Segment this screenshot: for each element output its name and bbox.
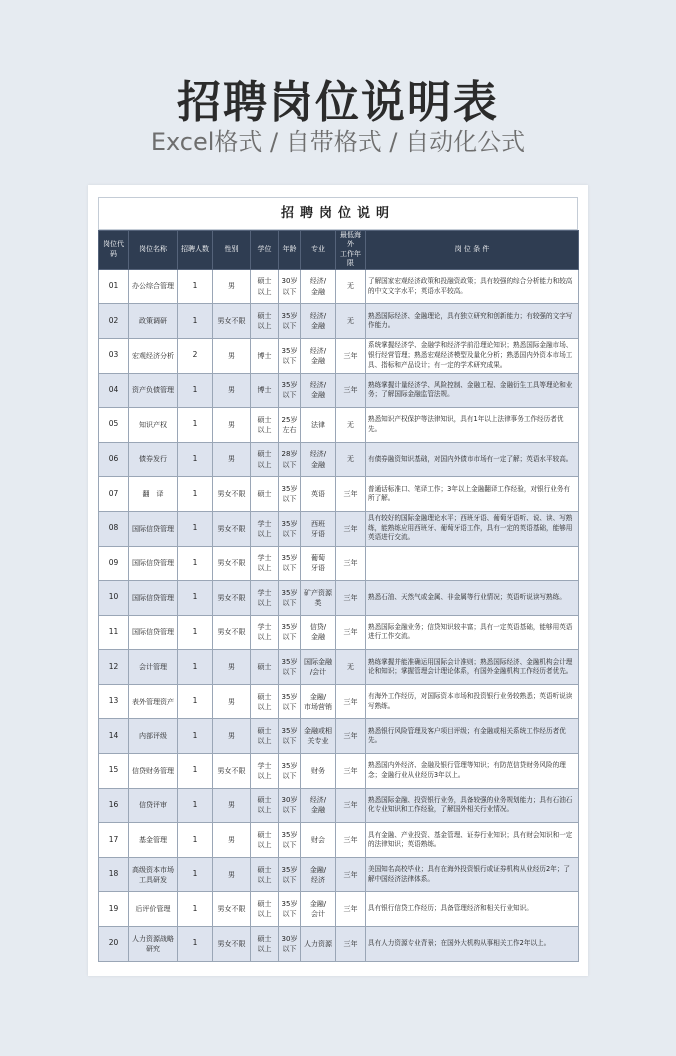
cell-position-requirements: 具有较好的国际金融理论水平；西班牙语、葡萄牙语听、说、读、写熟练，能熟练应用西班牙、葡萄牙语工作，具有一定的英语基础，能够用英语进行交流。 [366, 511, 579, 546]
cell-degree: 硕士 [251, 650, 279, 685]
cell-min-overseas-years: 三年 [336, 823, 366, 858]
cell-major: 财会 [301, 823, 336, 858]
cell-headcount: 1 [178, 442, 213, 477]
cell-degree: 硕士 以上 [251, 684, 279, 719]
cell-position-code: 01 [99, 269, 129, 304]
cell-headcount: 1 [178, 408, 213, 443]
cell-gender: 男女不限 [213, 927, 251, 962]
cell-degree: 硕士 以上 [251, 408, 279, 443]
cell-position-name: 表外管理资产 [129, 684, 178, 719]
cell-position-requirements: 熟悉国际经济、金融理论，具有独立研究和创新能力；有较强的文字写作能力。 [366, 304, 579, 339]
cell-min-overseas-years: 三年 [336, 338, 366, 373]
cell-degree: 硕士 以上 [251, 892, 279, 927]
cell-gender: 男女不限 [213, 754, 251, 789]
cell-headcount: 1 [178, 823, 213, 858]
cell-age: 25岁 左右 [279, 408, 301, 443]
cell-headcount: 1 [178, 511, 213, 546]
cell-gender: 男 [213, 788, 251, 823]
cell-position-code: 11 [99, 615, 129, 650]
cell-gender: 男 [213, 373, 251, 408]
positions-table [98, 230, 579, 962]
cell-gender: 男女不限 [213, 581, 251, 616]
cell-gender: 男 [213, 823, 251, 858]
cell-headcount: 1 [178, 269, 213, 304]
cell-age: 30岁 以下 [279, 269, 301, 304]
cell-position-name: 后评价管理 [129, 892, 178, 927]
cell-min-overseas-years: 三年 [336, 546, 366, 581]
cell-age: 28岁 以下 [279, 442, 301, 477]
table-row [99, 615, 579, 650]
cell-position-name: 高级资本市场 工具研发 [129, 857, 178, 892]
spreadsheet-preview [88, 185, 588, 976]
cell-degree: 学士 以上 [251, 546, 279, 581]
cell-position-name: 资产负债管理 [129, 373, 178, 408]
cell-position-requirements: 熟悉知识产权保护等法律知识，具有1年以上法律事务工作经历者优先。 [366, 408, 579, 443]
cell-headcount: 1 [178, 373, 213, 408]
column-header-gender: 性别 [213, 231, 251, 270]
cell-min-overseas-years: 三年 [336, 511, 366, 546]
table-row [99, 546, 579, 581]
cell-min-overseas-years: 无 [336, 304, 366, 339]
cell-headcount: 1 [178, 892, 213, 927]
cell-position-code: 13 [99, 684, 129, 719]
cell-major: 经济/ 金融 [301, 788, 336, 823]
cell-min-overseas-years: 无 [336, 408, 366, 443]
cell-age: 35岁 以下 [279, 719, 301, 754]
cell-headcount: 1 [178, 546, 213, 581]
cell-major: 金融或相 关专业 [301, 719, 336, 754]
cell-headcount: 1 [178, 304, 213, 339]
cell-position-requirements: 系统掌握经济学、金融学和经济学前沿理论知识；熟悉国际金融市场、银行经营管理；熟悉宏观经济模型及量化分析；熟悉国内外资本市场工具、指标和产品设计；有一定的学术研究成果。 [366, 338, 579, 373]
cell-headcount: 1 [178, 788, 213, 823]
cell-headcount: 2 [178, 338, 213, 373]
column-header-position-name: 岗位名称 [129, 231, 178, 270]
cell-major: 葡萄 牙语 [301, 546, 336, 581]
cell-min-overseas-years: 三年 [336, 373, 366, 408]
column-header-degree: 学位 [251, 231, 279, 270]
cell-headcount: 1 [178, 477, 213, 512]
cell-degree: 学士 以上 [251, 511, 279, 546]
table-row [99, 927, 579, 962]
cell-age: 35岁 以下 [279, 581, 301, 616]
cell-degree: 硕士 以上 [251, 857, 279, 892]
cell-gender: 男女不限 [213, 477, 251, 512]
column-header-min-overseas-years: 最低海外 工作年限 [336, 231, 366, 270]
cell-position-code: 04 [99, 373, 129, 408]
cell-position-requirements: 熟悉石油、天然气或金属、非金属等行业情况；英语听说读写熟练。 [366, 581, 579, 616]
table-row [99, 373, 579, 408]
cell-headcount: 1 [178, 684, 213, 719]
cell-degree: 硕士 以上 [251, 269, 279, 304]
cell-position-requirements: 熟悉银行风险管理及客户项目评级；有金融或相关系统工作经历者优先。 [366, 719, 579, 754]
cell-position-requirements: 有债券融资知识基础，对国内外债市市场有一定了解；英语水平较高。 [366, 442, 579, 477]
table-row [99, 477, 579, 512]
cell-gender: 男 [213, 269, 251, 304]
cell-position-requirements: 熟悉国际金融、投资银行业务，具备较强的业务规划能力；具有石油石化专业知识和工作经验，了解国外相关行业情况。 [366, 788, 579, 823]
cell-position-code: 14 [99, 719, 129, 754]
cell-degree: 学士 以上 [251, 615, 279, 650]
cell-gender: 男 [213, 338, 251, 373]
column-header-age: 年龄 [279, 231, 301, 270]
cell-age: 35岁 以下 [279, 684, 301, 719]
cell-position-code: 06 [99, 442, 129, 477]
cell-position-requirements: 有海外工作经历，对国际资本市场和投资银行业务较熟悉；英语听说读写熟练。 [366, 684, 579, 719]
cell-position-requirements: 具有人力资源专业背景；在国外大机构从事相关工作2年以上。 [366, 927, 579, 962]
cell-major: 信贷/ 金融 [301, 615, 336, 650]
cell-major: 英语 [301, 477, 336, 512]
cell-major: 金融/ 市场营销 [301, 684, 336, 719]
cell-position-code: 09 [99, 546, 129, 581]
cell-age: 35岁 以下 [279, 373, 301, 408]
cell-position-code: 18 [99, 857, 129, 892]
cell-position-code: 15 [99, 754, 129, 789]
cell-major: 金融/ 经济 [301, 857, 336, 892]
cell-position-name: 内部评级 [129, 719, 178, 754]
cell-gender: 男 [213, 408, 251, 443]
table-row [99, 338, 579, 373]
cell-min-overseas-years: 三年 [336, 684, 366, 719]
cell-position-requirements: 熟悉国内外经济、金融及银行管理等知识；有防范信贷财务风险的理念；金融行业从业经历3年以上。 [366, 754, 579, 789]
cell-degree: 学士 以上 [251, 754, 279, 789]
cell-major: 金融/ 会计 [301, 892, 336, 927]
cell-min-overseas-years: 三年 [336, 477, 366, 512]
table-row [99, 719, 579, 754]
cell-position-requirements: 美国知名高校毕业；具有在海外投资银行或证券机构从业经历2年；了解中国经济法律体系。 [366, 857, 579, 892]
cell-major: 法律 [301, 408, 336, 443]
cell-min-overseas-years: 三年 [336, 788, 366, 823]
table-row [99, 408, 579, 443]
table-header-row [99, 231, 579, 270]
cell-degree: 硕士 以上 [251, 927, 279, 962]
cell-min-overseas-years: 三年 [336, 719, 366, 754]
cell-degree: 博士 [251, 338, 279, 373]
cell-position-code: 03 [99, 338, 129, 373]
cell-major: 财务 [301, 754, 336, 789]
cell-position-name: 翻 译 [129, 477, 178, 512]
cell-degree: 硕士 [251, 477, 279, 512]
cell-position-code: 19 [99, 892, 129, 927]
cell-age: 35岁 以下 [279, 754, 301, 789]
cell-position-name: 国际信贷管理 [129, 511, 178, 546]
cell-gender: 男 [213, 650, 251, 685]
table-row [99, 511, 579, 546]
cell-min-overseas-years: 无 [336, 269, 366, 304]
cell-age: 35岁 以下 [279, 304, 301, 339]
cell-age: 35岁 以下 [279, 477, 301, 512]
cell-min-overseas-years: 三年 [336, 892, 366, 927]
table-row [99, 857, 579, 892]
column-header-position-code: 岗位代码 [99, 231, 129, 270]
column-header-major: 专业 [301, 231, 336, 270]
cell-major: 经济/ 金融 [301, 338, 336, 373]
cell-position-name: 会计管理 [129, 650, 178, 685]
cell-degree: 硕士 以上 [251, 304, 279, 339]
table-row [99, 684, 579, 719]
cell-position-requirements [366, 546, 579, 581]
cell-age: 35岁 以下 [279, 546, 301, 581]
cell-position-requirements: 具有金融、产业投资、基金管理、证券行业知识；具有财会知识和一定的法律知识；英语熟练。 [366, 823, 579, 858]
page-subtitle: Excel格式 / 自带格式 / 自动化公式 [150, 128, 526, 156]
cell-age: 35岁 以下 [279, 892, 301, 927]
cell-min-overseas-years: 三年 [336, 857, 366, 892]
table-row [99, 269, 579, 304]
cell-min-overseas-years: 无 [336, 442, 366, 477]
cell-position-name: 信贷评审 [129, 788, 178, 823]
cell-degree: 硕士 以上 [251, 788, 279, 823]
cell-gender: 男女不限 [213, 304, 251, 339]
cell-position-code: 16 [99, 788, 129, 823]
cell-position-name: 知识产权 [129, 408, 178, 443]
cell-age: 35岁 以下 [279, 615, 301, 650]
cell-age: 35岁 以下 [279, 511, 301, 546]
cell-degree: 硕士 以上 [251, 823, 279, 858]
table-row [99, 650, 579, 685]
cell-position-name: 基金管理 [129, 823, 178, 858]
table-row [99, 304, 579, 339]
cell-position-code: 17 [99, 823, 129, 858]
cell-position-name: 办公综合管理 [129, 269, 178, 304]
table-row [99, 581, 579, 616]
cell-position-name: 国际信贷管理 [129, 615, 178, 650]
cell-major: 矿产资源 类 [301, 581, 336, 616]
cell-headcount: 1 [178, 650, 213, 685]
cell-gender: 男 [213, 684, 251, 719]
table-row [99, 788, 579, 823]
cell-position-code: 07 [99, 477, 129, 512]
cell-position-name: 债券发行 [129, 442, 178, 477]
cell-position-requirements: 普通话标准口、笔译工作；3年以上金融翻译工作经验，对银行业务有所了解。 [366, 477, 579, 512]
cell-age: 30岁 以下 [279, 788, 301, 823]
page-title: 招聘岗位说明表 [177, 77, 499, 128]
column-header-headcount: 招聘人数 [178, 231, 213, 270]
cell-min-overseas-years: 三年 [336, 581, 366, 616]
cell-position-requirements: 熟练掌握并能准确运用国际会计准则；熟悉国际经济、金融机构会计理论和知识；掌握管理会计理论体系，有国外金融机构工作经历者优先。 [366, 650, 579, 685]
cell-position-name: 宏观经济分析 [129, 338, 178, 373]
cell-position-code: 20 [99, 927, 129, 962]
cell-position-name: 政策调研 [129, 304, 178, 339]
cell-headcount: 1 [178, 615, 213, 650]
cell-position-code: 12 [99, 650, 129, 685]
cell-age: 30岁 以下 [279, 927, 301, 962]
cell-headcount: 1 [178, 719, 213, 754]
cell-age: 35岁 以下 [279, 338, 301, 373]
cell-position-code: 10 [99, 581, 129, 616]
cell-position-requirements: 熟悉国际金融业务；信贷知识较丰富；具有一定英语基础，能够用英语进行工作交流。 [366, 615, 579, 650]
cell-major: 经济/ 金融 [301, 269, 336, 304]
cell-gender: 男女不限 [213, 546, 251, 581]
cell-degree: 博士 [251, 373, 279, 408]
table-row [99, 892, 579, 927]
cell-headcount: 1 [178, 857, 213, 892]
cell-degree: 学士 以上 [251, 581, 279, 616]
cell-position-name: 国际信贷管理 [129, 546, 178, 581]
cell-min-overseas-years: 三年 [336, 927, 366, 962]
table-row [99, 442, 579, 477]
cell-min-overseas-years: 三年 [336, 615, 366, 650]
cell-position-requirements: 熟练掌握计量经济学、风险控制、金融工程、金融衍生工具等理论和业务；了解国际金融监管法规。 [366, 373, 579, 408]
cell-gender: 男 [213, 719, 251, 754]
cell-major: 经济/ 金融 [301, 304, 336, 339]
cell-major: 经济/ 金融 [301, 442, 336, 477]
table-row [99, 823, 579, 858]
cell-major: 西班 牙语 [301, 511, 336, 546]
cell-position-code: 08 [99, 511, 129, 546]
cell-age: 35岁 以下 [279, 823, 301, 858]
cell-degree: 硕士 以上 [251, 442, 279, 477]
cell-major: 人力资源 [301, 927, 336, 962]
cell-major: 经济/ 金融 [301, 373, 336, 408]
cell-gender: 男女不限 [213, 511, 251, 546]
cell-min-overseas-years: 无 [336, 650, 366, 685]
cell-headcount: 1 [178, 927, 213, 962]
cell-position-code: 05 [99, 408, 129, 443]
cell-position-code: 02 [99, 304, 129, 339]
cell-gender: 男 [213, 857, 251, 892]
cell-gender: 男女不限 [213, 892, 251, 927]
cell-headcount: 1 [178, 754, 213, 789]
cell-min-overseas-years: 三年 [336, 754, 366, 789]
cell-gender: 男女不限 [213, 615, 251, 650]
cell-age: 35岁 以下 [279, 857, 301, 892]
cell-position-name: 国际信贷管理 [129, 581, 178, 616]
sheet-title: 招聘岗位说明 [98, 197, 578, 230]
column-header-position-requirements: 岗 位 条 件 [366, 231, 579, 270]
table-row [99, 754, 579, 789]
cell-position-requirements: 具有银行信贷工作经历；具备管理经济和相关行业知识。 [366, 892, 579, 927]
cell-position-requirements: 了解国家宏观经济政策和投融资政策；具有较强的综合分析能力和较高的中文文字水平；英语水平较高。 [366, 269, 579, 304]
cell-gender: 男 [213, 442, 251, 477]
cell-major: 国际金融 /会计 [301, 650, 336, 685]
cell-degree: 硕士 以上 [251, 719, 279, 754]
cell-position-name: 信贷财务管理 [129, 754, 178, 789]
cell-position-name: 人力资源战略 研究 [129, 927, 178, 962]
cell-headcount: 1 [178, 581, 213, 616]
cell-age: 35岁 以下 [279, 650, 301, 685]
